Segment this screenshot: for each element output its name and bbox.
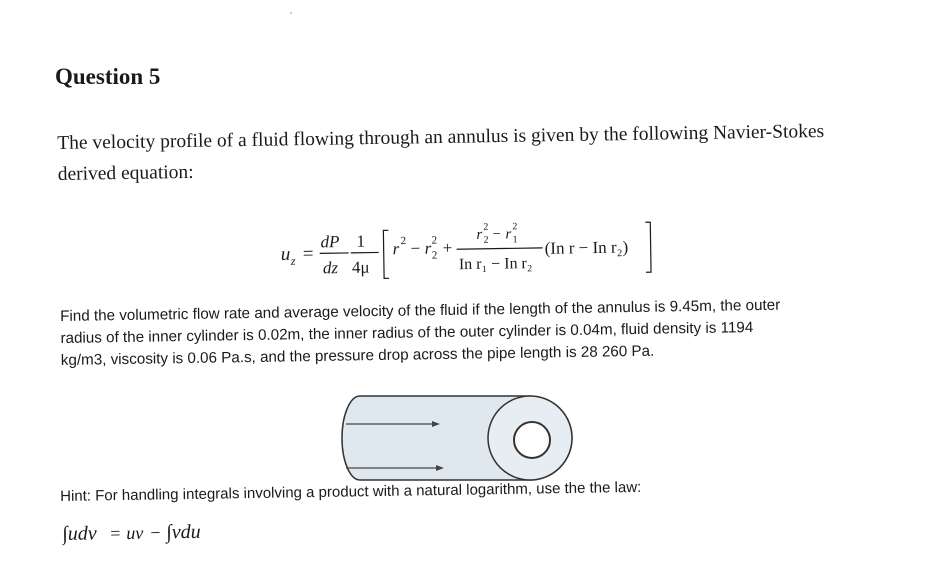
eq-dz: dz — [322, 258, 339, 278]
law-uv: uv — [126, 522, 144, 543]
eq-r: r — [392, 239, 400, 259]
hint-text: Hint: For handling integrals involving a product with a natural logarithm, use the the law: — [60, 478, 642, 505]
law-lhs: ∫udv — [62, 522, 97, 545]
eq-frac3-den: In r₁ − In r₂ — [458, 255, 533, 274]
eq-plus: + — [442, 238, 453, 258]
eq-frac3-bar — [457, 248, 543, 249]
eq-bracket-right — [645, 222, 651, 272]
intro-line-1: The velocity profile of a fluid flowing through an annulus is given by the following Navier-Stokes — [57, 120, 825, 154]
eq-r-sq: 2 — [400, 235, 407, 248]
eq-bracket-left — [383, 230, 389, 278]
eq-one: 1 — [356, 231, 366, 251]
eq-log-term: (In r − In r₂) — [544, 237, 629, 258]
velocity-equation — [280, 202, 661, 290]
eq-num-r2-sub: 2 — [483, 234, 489, 246]
problem-line-2: radius of the inner cylinder is 0.02m, the inner radius of the outer cylinder is 0.04m, fluid density is 1194 — [60, 319, 754, 347]
eq-lhs: u — [280, 243, 291, 265]
problem-line-3: kg/m3, viscosity is 0.06 Pa.s, and the pressure drop across the pipe length is 28 260 Pa. — [60, 342, 655, 369]
eq-dp: dP — [320, 232, 340, 252]
eq-lhs-sub: z — [290, 253, 296, 268]
eq-num-r1-sub: 1 — [512, 234, 518, 246]
problem-line-1: Find the volumetric flow rate and average velocity of the fluid if the length of the annulus is 9.45m, the outer — [60, 296, 781, 325]
question-title: Question 5 — [55, 64, 161, 89]
eq-r2-sq: 2 — [431, 234, 438, 247]
annulus-diagram-icon — [340, 388, 580, 488]
integration-by-parts-law — [62, 511, 263, 554]
eq-r2-sub: 2 — [431, 249, 438, 262]
eq-num-r1: r — [505, 226, 512, 243]
eq-r2: r — [424, 238, 432, 258]
eq-num-r2: r — [476, 226, 483, 243]
eq-4mu: 4μ — [351, 257, 370, 277]
law-rhs: ∫vdu — [166, 520, 201, 544]
eq-minus1: − — [410, 238, 421, 258]
eq-num-r2-sq: 2 — [483, 221, 489, 233]
pipe-inner-end — [514, 422, 550, 458]
eq-num-minus: − — [492, 226, 502, 243]
problem-statement — [60, 294, 851, 372]
question-intro — [57, 115, 858, 190]
law-minus: − — [150, 522, 161, 543]
eq-equals: = — [302, 243, 314, 265]
law-equals: = — [110, 523, 121, 544]
intro-line-2: derived equation: — [57, 161, 194, 185]
eq-num-r1-sq: 2 — [512, 221, 518, 233]
scan-speck — [290, 12, 292, 14]
